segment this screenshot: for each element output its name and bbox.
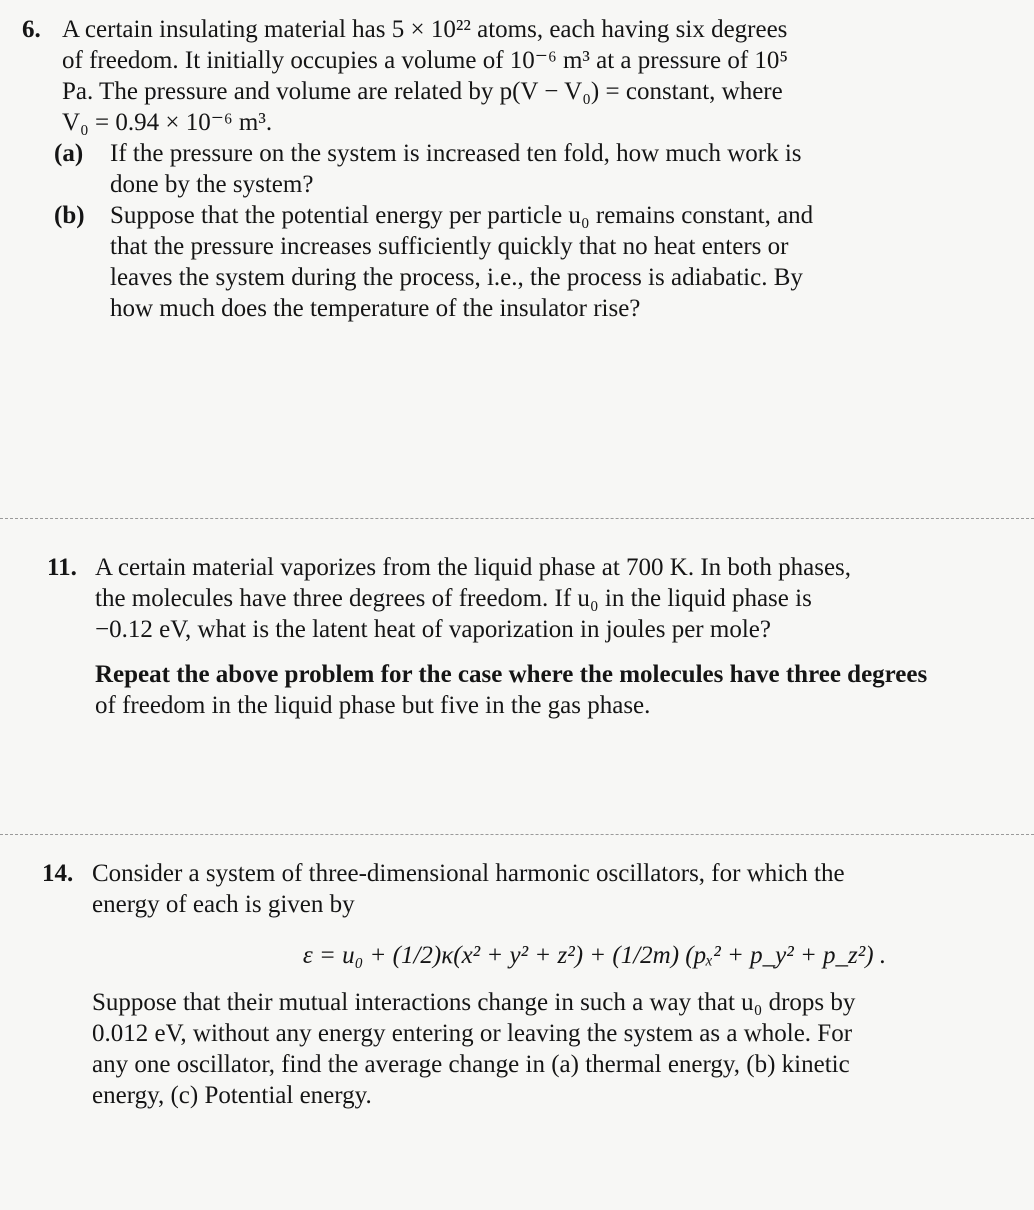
followup-text-line: of freedom in the liquid phase but five in the gas phase. (95, 692, 651, 719)
part-text-line: If the pressure on the system is increased ten fold, how much work is (110, 140, 802, 167)
problem-text-line: Suppose that their mutual interactions change in such a way that u₀ drops by (92, 989, 856, 1016)
part-label: (b) (54, 202, 85, 229)
section-divider (0, 834, 1034, 835)
problem-text-line: V₀ = 0.94 × 10⁻⁶ m³. (62, 109, 273, 136)
part-b (54, 200, 1022, 324)
problem-text-line: of freedom. It initially occupies a volume of 10⁻⁶ m³ at a pressure of 10⁵ (62, 47, 789, 74)
problem-text-line: Pa. The pressure and volume are related by p(V − V₀) = constant, where (62, 78, 783, 105)
section-divider (0, 518, 1034, 519)
problem-text-line: Consider a system of three-dimensional harmonic oscillators, for which the (92, 860, 845, 887)
followup-text-line: Repeat the above problem for the case where the molecules have three degrees (95, 661, 928, 688)
part-text-line: how much does the temperature of the insulator rise? (110, 295, 641, 322)
part-text-line: that the pressure increases sufficiently quickly that no heat enters or (110, 233, 789, 260)
part-label: (a) (54, 140, 84, 167)
problem-number: 14. (42, 860, 74, 887)
problem-6 (22, 14, 1022, 324)
part-text-line: leaves the system during the process, i.e., the process is adiabatic. By (110, 264, 803, 291)
part-a (54, 138, 1022, 200)
problem-text-line: the molecules have three degrees of freedom. If u₀ in the liquid phase is (95, 585, 812, 612)
problem-text-line: energy, (c) Potential energy. (92, 1082, 372, 1109)
part-text-line: done by the system? (110, 171, 314, 198)
problem-text-line: any one oscillator, find the average change in (a) thermal energy, (b) kinetic (92, 1051, 850, 1078)
problem-14 (42, 858, 1027, 1111)
problem-text-line: A certain insulating material has 5 × 10²² atoms, each having six degrees (62, 16, 788, 43)
part-text-line: Suppose that the potential energy per particle u₀ remains constant, and (110, 202, 814, 229)
problem-text-line: energy of each is given by (92, 891, 355, 918)
problem-number: 11. (47, 554, 77, 581)
problem-text-line: −0.12 eV, what is the latent heat of vaporization in joules per mole? (95, 616, 771, 643)
problem-text-line: 0.012 eV, without any energy entering or leaving the system as a whole. For (92, 1020, 853, 1047)
paragraph-gap (95, 645, 1025, 659)
problem-text-line: A certain material vaporizes from the liquid phase at 700 K. In both phases, (95, 554, 852, 581)
problem-number: 6. (22, 16, 41, 43)
problem-11 (47, 552, 1025, 721)
energy-equation: ε = u₀ + (1/2)κ(x² + y² + z²) + (1/2m) (pₓ² + p_y² + p_z²) . (302, 942, 887, 969)
